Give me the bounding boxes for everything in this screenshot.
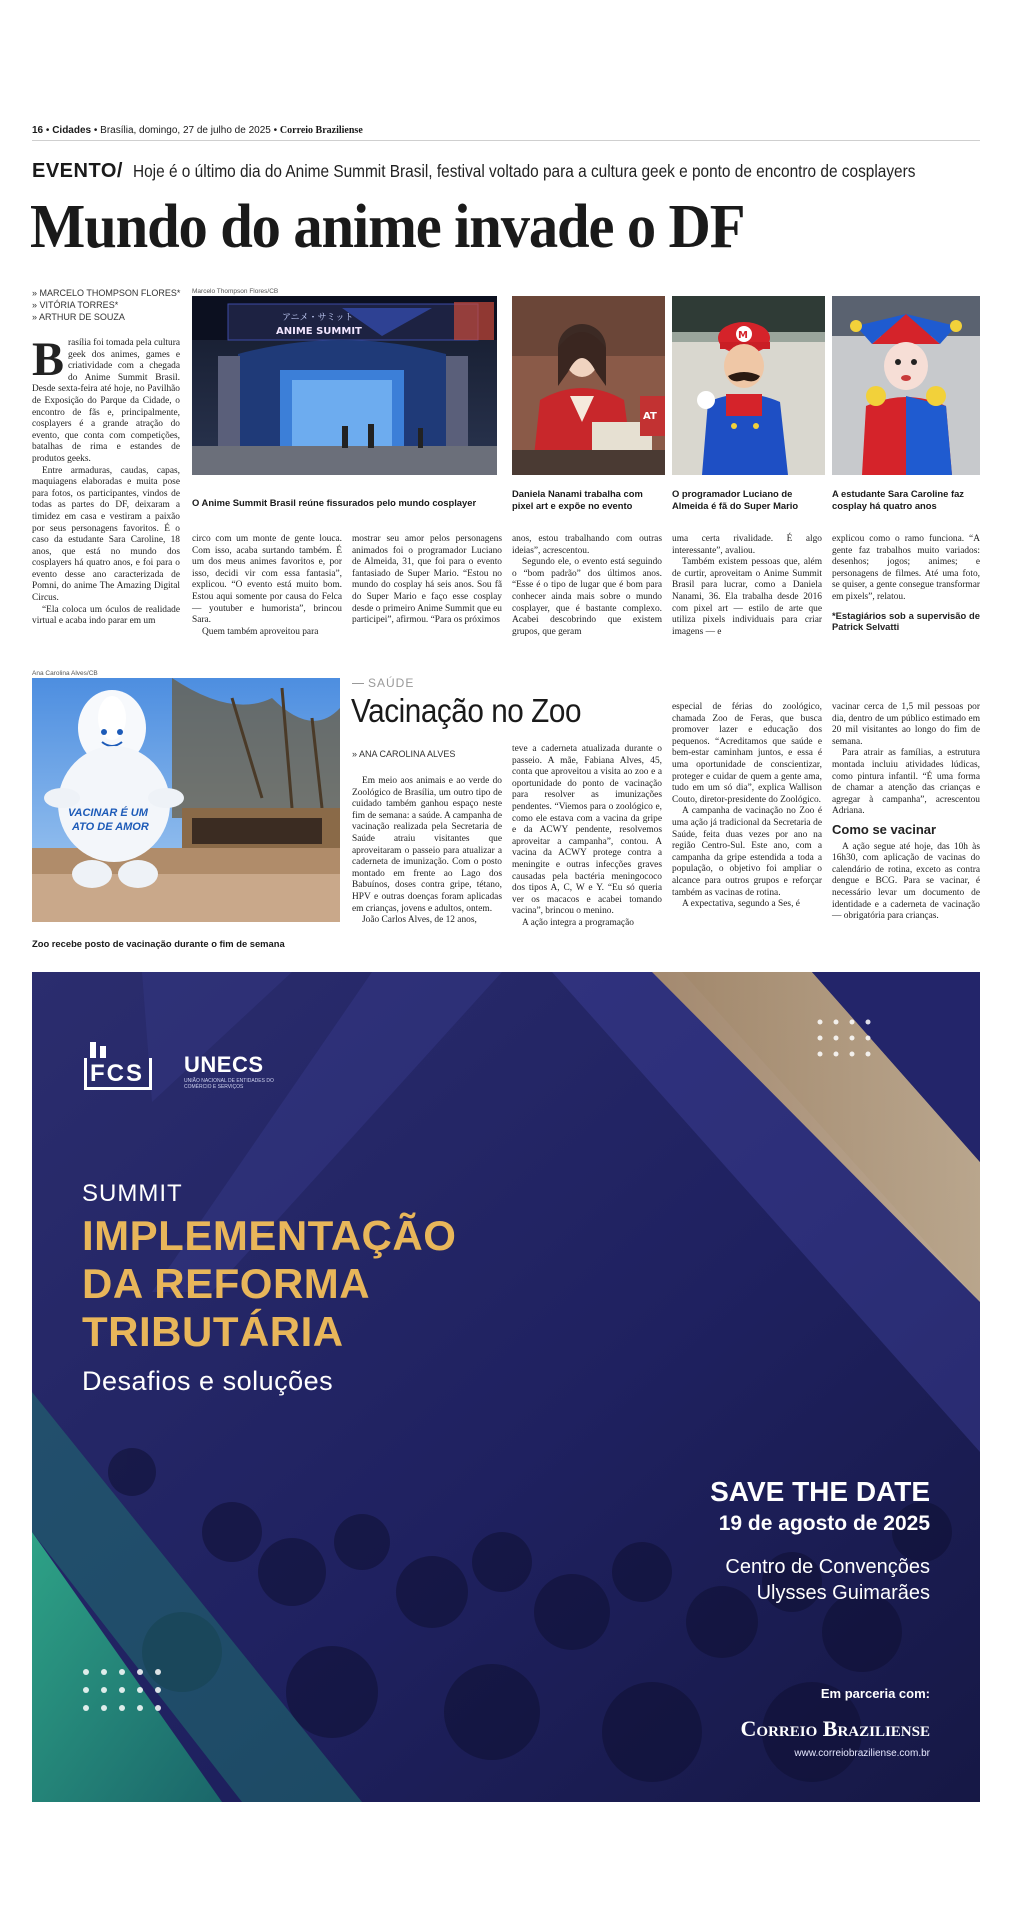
zoo-column-2 xyxy=(512,744,662,930)
issue-date: Brasília, domingo, 27 de julho de 2025 xyxy=(100,125,271,136)
ad-title-line: TRIBUTÁRIA xyxy=(82,1308,344,1355)
photo-caption: Zoo recebe posto de vacinação durante o fim de semana xyxy=(32,938,285,949)
article-paragraph: especial de férias do zoológico, chamada Zoo de Feras, que busca promover lazer e educação dos pequenos. “Acreditamos que saúde e bem-estar caminham juntos, e essa é uma oportunidade de conscientizar, proteger e cuidar de quem a gente ama, tudo em um só dia”, explica Wallison Couto, diretor-presidente do Zoológico. xyxy=(672,702,822,805)
section-label: SAÚDE xyxy=(352,676,414,690)
zoo-headline: Vacinação no Zoo xyxy=(351,692,582,729)
zoo-column-1 xyxy=(352,776,502,927)
mascot-text-2: ATO DE AMOR xyxy=(72,821,149,833)
stand-sign: AT xyxy=(643,411,657,422)
article-column-4 xyxy=(512,534,662,638)
article-paragraph: Também existem pessoas que, além de curtir, aproveitam o Anime Summit Brasil para lucrar, como a Daniela Nanami, 36. Ela trabalha desde 2016 com pixel art — estilo de arte que utiliza pixels individuais para criar imagens — e xyxy=(672,557,822,637)
article-paragraph: A ação segue até hoje, das 10h às 16h30, com aplicação de vacinas do calendário de rotina, exceto as contra dengue e BCG. Para se vacinar, é necessário levar um documento de identidade e a caderneta de vacinação — obrigatória para crianças. xyxy=(832,841,980,922)
article-column-1 xyxy=(32,333,180,628)
interns-note: *Estagiários sob a supervisão de Patrick Selvatti xyxy=(832,609,980,633)
ad-title xyxy=(82,1212,456,1356)
article-headline: Mundo do anime invade o DF xyxy=(30,193,745,261)
ad-subtitle: Desafios e soluções xyxy=(82,1366,334,1396)
zoo-column-3 xyxy=(672,702,822,911)
article-paragraph: João Carlos Alves, de 12 anos, xyxy=(362,915,477,926)
mascot-text-1: VACINAR É UM xyxy=(68,807,148,819)
ad-event-date: 19 de agosto de 2025 xyxy=(718,1512,930,1535)
article-paragraph: Segundo ele, o evento está seguindo o “bom padrão” dos últimos anos. “Esse é o tipo de lugar que é bom para conhecer ainda mais sobre o mundo cosplayer, que é bastante complexo. Acabei descobrindo que existem grupos, que geram xyxy=(512,557,662,637)
article-paragraph: Em meio aos animais e ao verde do Zoológico de Brasília, um outro tipo de cuidado também ganhou espaço neste fim de semana: a saúde. A campanha de vacinação realizada pela Secretaria de Saúde atraiu visitantes que aproveitaram o passeio para atualizar a caderneta de imunização. Com o posto montado em frente ao Lago dos Babuínos, doses contra gripe, tétano, HPV e outras doenças foram aplicadas em crianças, jovens e adultos, ontem. xyxy=(352,776,502,914)
photo-credit: Marcelo Thompson Flores/CB xyxy=(192,288,279,295)
author-3: » ARTHUR DE SOUZA xyxy=(32,312,125,322)
unecs-logo xyxy=(184,1052,294,1092)
article-paragraph: teve a caderneta atualizada durante o passeio. A mãe, Fabiana Alves, 45, conta que aproveitou a visita ao zoo e a oportunidade do ponto de vacinação para resolver as imunizações pendentes. “Viemos para o zoológico e, como ele estava com a vacina da gripe e da ACWY pendente, resolvemos aproveitar a campanha”, contou. A vacina da ACWY protege contra a meningite e outras infecções graves causadas pela bactéria meningococo dos tipos A, C, W e Y. “Eu só queria ver os macacos e acabei tomando vacina”, brincou o menino. xyxy=(512,744,662,917)
zoo-byline: » ANA CAROLINA ALVES xyxy=(352,749,456,759)
ad-partner-logo: Correio Braziliense xyxy=(740,1716,930,1741)
article-paragraph: Para atrair as famílias, a estrutura montada incluiu atividades lúdicas, como pintura infantil. “É uma forma de chamar a atenção das crianças e agregar à campanha”, acrescentou Adriana. xyxy=(832,748,980,817)
fcs-logo-text: FCS xyxy=(90,1060,144,1087)
unecs-logo-subtext: UNIÃO NACIONAL DE ENTIDADES DO COMÉRCIO E SERVIÇOS xyxy=(184,1078,274,1090)
article-kicker xyxy=(32,160,992,183)
article-paragraph: Brasília foi tomada pela cultura geek dos animes, games e criatividade com a chegada do Anime Summit Brasil. Desde sexta-feira até hoje, no Pavilhão de Exposição do Parque da Cidade, o encontro de fãs e, principalmente, cosplayers é a grande atração do evento, que conta com competições, batalhas de rima e estandes de produtos geeks. xyxy=(32,333,180,464)
article-paragraph: A campanha de vacinação no Zoo é uma ação já tradicional da Secretaria de Saúde, feita duas vezes por ano na região Centro-Sul. Este ano, com a campanha da gripe estendida a toda a população, o objetivo foi ampliar o alcance para outros grupos e reforçar também as vacinas de rotina. xyxy=(672,806,822,898)
article-paragraph: Quem também aproveitou para xyxy=(202,626,319,637)
author-1: » MARCELO THOMPSON FLORES* xyxy=(32,288,181,298)
article-paragraph: Entre armaduras, caudas, capas, maquiagens elaboradas e muita pose para fotos, os participantes, vindos de todas as partes do DF, deixaram a timidez em casa e vestiram a paixão por seus personagens favoritos. É o caso da estudante Sara Caroline, 18 anos, que está no mundo dos cosplayers há quatro anos, e foi para o evento desse ano caracterizada de Pomni, do anime The Amazing Digital Circus. xyxy=(32,465,180,604)
article-byline xyxy=(32,287,180,323)
photo-daniela xyxy=(512,296,665,475)
article-column-6 xyxy=(832,534,980,633)
ad-title-line: IMPLEMENTAÇÃO xyxy=(82,1212,457,1259)
photo-venue xyxy=(192,296,497,475)
advertisement[interactable] xyxy=(32,972,980,1802)
article-column-5 xyxy=(672,534,822,638)
unecs-logo-text: UNECS xyxy=(184,1052,264,1077)
zoo-column-4 xyxy=(832,702,980,923)
ad-venue xyxy=(725,1554,930,1606)
page-number: 16 xyxy=(32,125,44,136)
article-column-3 xyxy=(352,534,502,627)
page-folio: 16 • Cidades • Brasília, domingo, 27 de julho de 2025 • Correio Braziliense xyxy=(32,125,980,141)
ad-title-line: DA REFORMA xyxy=(82,1260,371,1307)
article-paragraph: “Ela coloca um óculos de realidade virtual e acaba indo parar em um xyxy=(32,604,180,627)
ad-summit-label: SUMMIT xyxy=(82,1180,183,1207)
photo-caption: Daniela Nanami trabalha com pixel art e expõe no evento xyxy=(512,488,643,511)
section-name: Cidades xyxy=(52,125,92,136)
article-paragraph: circo com um monte de gente louca. Com isso, acaba surtando também. É um dos meus animes favoritos e, por isso, decidi vir com essa fantasia”, explicou. “O evento está muito bom. Estou aqui somente por causa do Felca — youtuber e humorista”, brincou Sara. xyxy=(192,534,342,626)
fcs-logo xyxy=(84,1042,152,1090)
newspaper-name: Correio Braziliense xyxy=(279,125,363,136)
photo-luciano xyxy=(672,296,825,475)
article-paragraph: A ação integra a programação xyxy=(522,917,634,928)
venue-sign-latin: ANIME SUMMIT xyxy=(276,326,362,337)
photo-credit: Ana Carolina Alves/CB xyxy=(32,670,98,677)
author-2: » VITÓRIA TORRES* xyxy=(32,300,119,310)
venue-sign-japanese: アニメ・サミット xyxy=(282,313,354,323)
article-paragraph: vacinar cerca de 1,5 mil pessoas por dia, dentro de um público estimado em 20 mil visitantes ao longo do fim de semana. xyxy=(832,702,980,747)
drop-cap: B xyxy=(32,333,65,386)
article-column-2 xyxy=(192,534,342,638)
article-paragraph: uma certa rivalidade. É algo interessante”, avaliou. xyxy=(672,534,822,556)
article-paragraph: A expectativa, segundo a Ses, é xyxy=(682,899,800,910)
photo-zoo xyxy=(32,678,340,922)
kicker-subhead: Hoje é o último dia do Anime Summit Brasil, festival voltado para a cultura geek e ponto de encontro de cosplayers xyxy=(132,161,916,181)
kicker-tag: EVENTO/ xyxy=(32,160,123,182)
photo-caption: A estudante Sara Caroline faz cosplay há quatro anos xyxy=(832,488,964,511)
article-paragraph: explicou como o ramo funciona. “A gente faz trabalhos muito variados: desenhos; jogos; animes; e personagens de filmes. Até uma foto, se quiser, a gente consegue transformar em pixels”, relatou. xyxy=(832,534,980,602)
photo-caption: O Anime Summit Brasil reúne fissurados pelo mundo cosplayer xyxy=(192,497,477,508)
photo-sara xyxy=(832,296,980,475)
hat-letter: M xyxy=(738,330,748,341)
zoo-subhead: Como se vacinar xyxy=(832,821,937,837)
ad-save-the-date: SAVE THE DATE xyxy=(710,1476,930,1507)
photo-caption: O programador Luciano de Almeida é fã do Super Mario xyxy=(672,488,799,511)
ad-venue-line: Centro de Convenções xyxy=(725,1556,930,1578)
ad-partner-url[interactable]: www.correiobraziliense.com.br xyxy=(794,1748,930,1759)
article-paragraph: mostrar seu amor pelos personagens animados foi o programador Luciano de Almeida, 31, que foi para o evento fantasiado de Super Mario. “Estou no mundo do cosplay há seis anos. Sou fã do Super Mario e faço esse cosplay desde o primeiro Anime Summit que eu participei”, afirmou. “Para os próximos xyxy=(352,534,502,626)
ad-venue-line: Ulysses Guimarães xyxy=(756,1582,930,1604)
article-paragraph: anos, estou trabalhando com outras ideias”, acrescentou. xyxy=(512,534,662,556)
ad-partner-label: Em parceria com: xyxy=(820,1686,930,1701)
